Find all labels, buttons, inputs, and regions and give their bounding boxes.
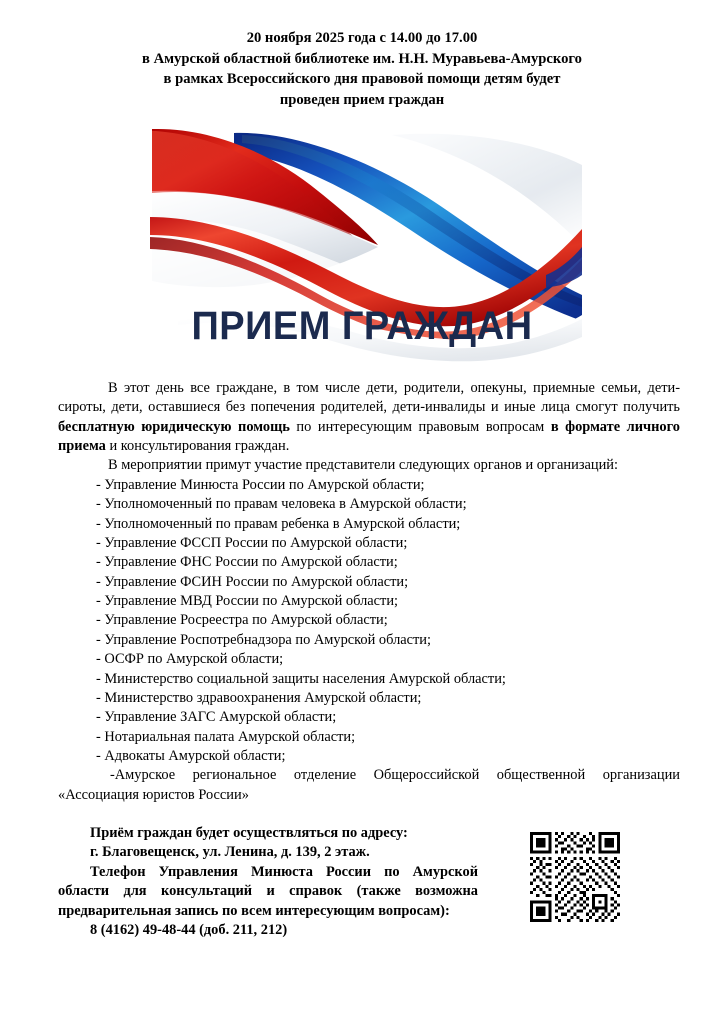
- participants-intro-paragraph: В мероприятии примут участие представители следующих органов и организаций:: [108, 457, 618, 474]
- list-item: - Уполномоченный по правам ребенка в Амурской области;: [96, 515, 461, 532]
- list-item: - Управление Минюста России по Амурской области;: [96, 476, 425, 493]
- contact-block: [58, 824, 478, 940]
- address-line: г. Благовещенск, ул. Ленина, д. 139, 2 этаж.: [90, 844, 370, 861]
- list-item: - Управление ФНС России по Амурской области;: [96, 554, 398, 571]
- title-line-2: в Амурской областной библиотеке им. Н.Н. Муравьева-Амурского: [142, 50, 582, 67]
- title-line-1: 20 ноября 2025 года с 14.00 до 17.00: [246, 30, 478, 46]
- qr-code-graphic: [530, 832, 620, 922]
- page-title: [0, 0, 724, 111]
- list-item: - ОСФР по Амурской области;: [96, 651, 284, 668]
- organizations-list: [58, 476, 680, 805]
- title-line-3: в рамках Всероссийского дня правовой помощи детям будет: [163, 71, 561, 88]
- phone-intro: Телефон Управления Минюста России по Амурской области для консультаций и справок (также возможна предварительная запись по всем интересующим вопросам):: [58, 863, 478, 919]
- list-item: - Управление ЗАГС Амурской области;: [96, 709, 337, 726]
- list-item: -Амурское региональное отделение Общероссийской общественной организации «Ассоциация юристов России»: [58, 767, 680, 803]
- intro-prefix: В этот день все граждане, в том числе дети, родители, опекуны, приемные семьи, дети-сироты, дети, оставшиеся без попечения родителей, дети-инвалиды и иные лица смогут получить: [58, 379, 680, 416]
- intro-paragraph: [58, 379, 680, 457]
- qr-code[interactable]: [530, 832, 620, 922]
- intro-bold-free-legal-aid: бесплатную юридическую помощь: [58, 418, 290, 435]
- list-item: - Управление Роспотребнадзора по Амурской области;: [96, 631, 432, 648]
- banner-image: [142, 125, 582, 363]
- document-body: [0, 363, 724, 805]
- list-item: - Адвокаты Амурской области;: [96, 748, 286, 764]
- title-line-4: проведен прием граждан: [279, 92, 445, 109]
- list-item: - Уполномоченный по правам человека в Амурской области;: [96, 496, 467, 513]
- address-intro: Приём граждан будет осуществляться по адресу:: [90, 825, 408, 841]
- intro-suffix: и консультирования граждан.: [105, 438, 290, 454]
- list-item: - Управление ФССП России по Амурской области;: [96, 534, 408, 551]
- banner-title: ПРИЕМ ГРАЖДАН: [191, 303, 533, 348]
- list-item: - Управление Росреестра по Амурской области;: [96, 612, 388, 629]
- list-item: - Министерство социальной защиты населения Амурской области;: [96, 670, 506, 687]
- list-item: - Управление МВД России по Амурской области;: [96, 593, 399, 609]
- intro-middle: по интересующим правовым вопросам: [289, 418, 551, 435]
- list-item: - Нотариальная палата Амурской области;: [96, 728, 356, 745]
- list-item: - Управление ФСИН России по Амурской области;: [96, 573, 409, 590]
- phone-number: 8 (4162) 49-48-44 (доб. 211, 212): [90, 921, 288, 938]
- intro-bold-personal-reception: в формате личного приема: [58, 418, 680, 454]
- list-item: - Министерство здравоохранения Амурской области;: [96, 689, 422, 706]
